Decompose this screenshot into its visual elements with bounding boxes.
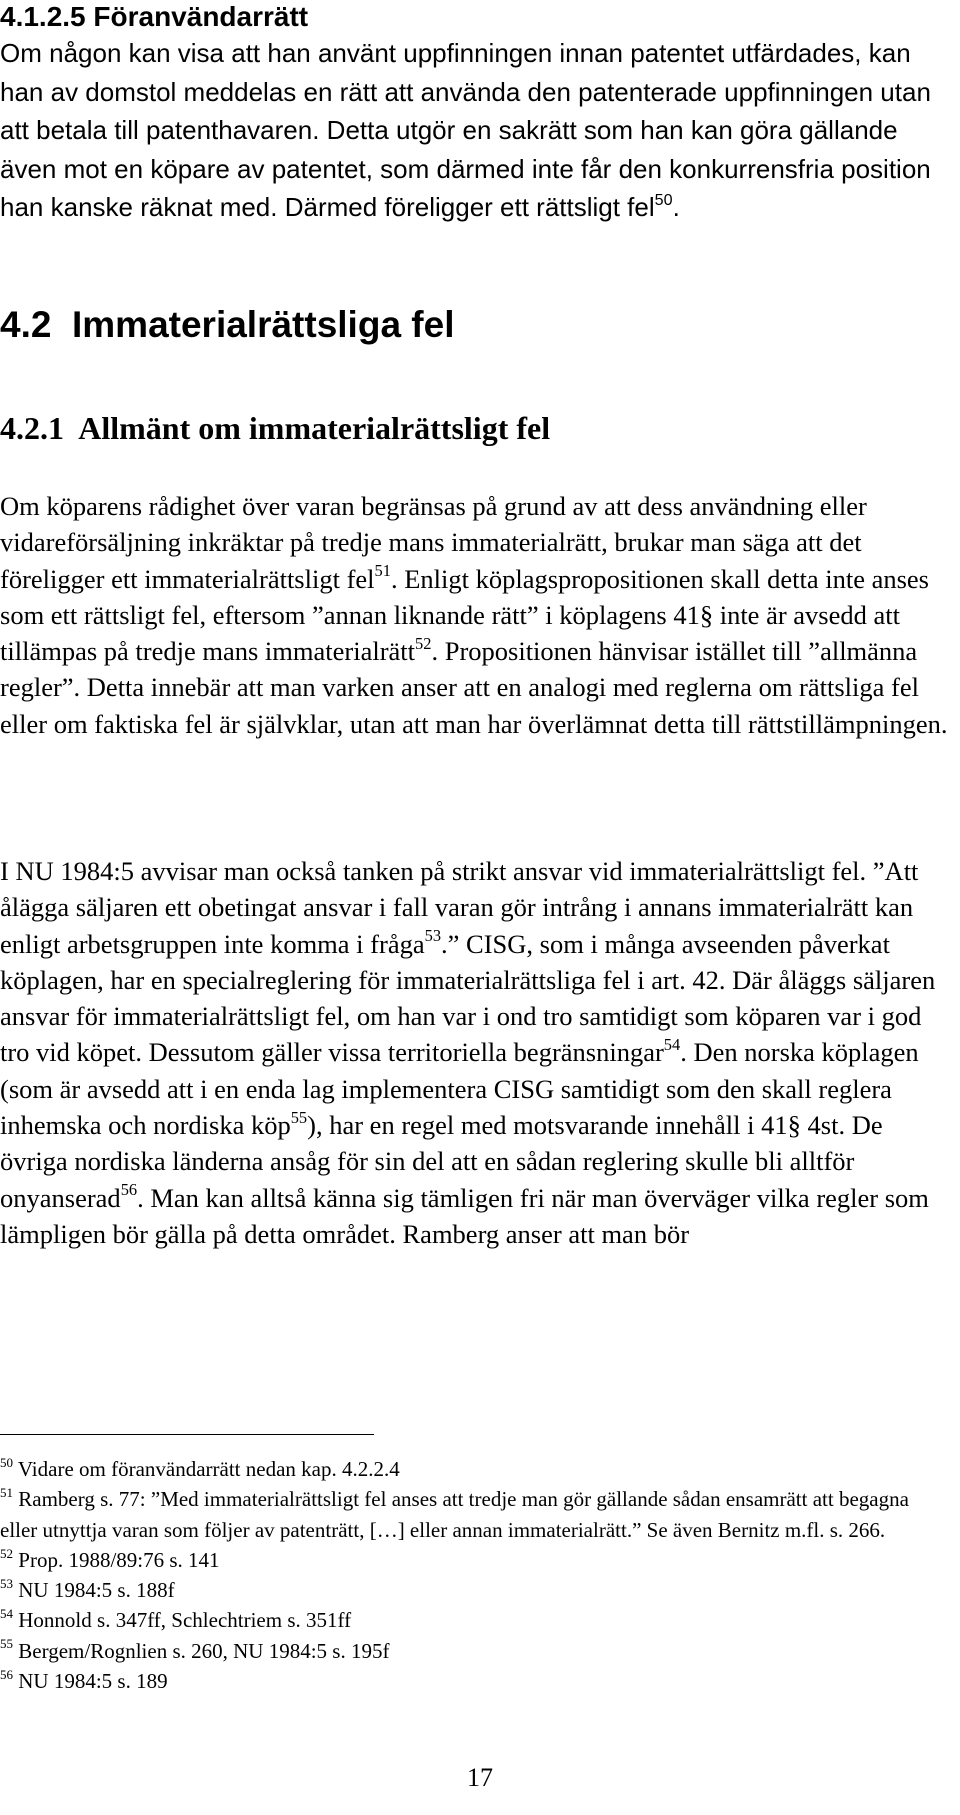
footnote-ref[interactable]: 54 [663,1035,681,1055]
footnote-ref[interactable]: 50 [654,190,673,209]
paragraph-text: . Den norska köplagen (som är avsedd att i en enda lag implementera CISG samtidigt som den skall reglera inhemska och nordiska köp [0,1037,919,1141]
footnote-text: Honnold s. 347ff, Schlechtriem s. 351ff [13,1608,352,1633]
footnote-text: NU 1984:5 s. 189 [13,1669,168,1694]
paragraph-text: . Enligt köplagspropositionen skall detta inte anses som ett rättsligt fel, eftersom ”annan liknande rätt” i köplagens 41§ inte är avsedd att tillämpas på tredje mans immaterialrätt [0,563,929,667]
footnote-number: 53 [0,1575,14,1591]
paragraph-text: Om köparens rådighet över varan begränsas på grund av att dess användning eller vidareförsäljning inkräktar på tredje mans immaterialrätt, brukar man säga att det föreligger ett immaterialrättsligt fel [0,491,867,594]
footnote-text: NU 1984:5 s. 188f [13,1578,175,1603]
footnote-ref[interactable]: 52 [415,633,432,653]
body-paragraph-2 [0,853,955,1252]
footnote-number: 52 [0,1545,14,1561]
footnote [0,1666,950,1696]
footnote-number: 56 [0,1666,14,1682]
footnote-text: Vidare om föranvändarrätt nedan kap. 4.2.2.4 [13,1457,400,1481]
footnote-ref[interactable]: 51 [374,561,391,581]
chapter-heading: 4.2 Immaterialrättsliga fel [0,304,455,345]
footnote [0,1605,950,1635]
footnote-ref[interactable]: 56 [120,1180,138,1200]
footnote-text: Bergem/Rognlien s. 260, NU 1984:5 s. 195f [13,1638,390,1663]
paragraph-text: . [672,192,680,222]
footnote-number: 55 [0,1636,14,1652]
footnote-text: Prop. 1988/89:76 s. 141 [13,1547,220,1572]
footnote-ref[interactable]: 55 [290,1107,308,1127]
footnote-separator [0,1434,374,1435]
page-number: 17 [467,1763,493,1792]
footnote-ref[interactable]: 53 [424,926,442,946]
paragraph-text: I NU 1984:5 avvisar man också tanken på strikt ansvar vid immaterialrättsligt fel. ”Att ålägga säljaren ett obetingat ansvar i fall varan gör intrång i annans immaterialrätt kan enligt arbetsgruppen inte komma i fråga [0,856,919,959]
section-paragraph [0,34,950,227]
footnote-text: Ramberg s. 77: ”Med immaterialrättsligt fel anses att tredje man gör gällande sådan ensamrätt att begagna eller utnyttja varan som följer av patenträtt, […] eller annan immaterialrätt.” Se även Bernitz m.fl. s. 266. [0,1487,909,1542]
subsection-heading: 4.2.1 Allmänt om immaterialrättsligt fel [0,410,551,446]
footnote [0,1575,950,1605]
paragraph-text: ), har en regel med motsvarande innehåll i 41§ 4st. De övriga nordiska länderna ansåg för sin del att en sådan reglering skulle bli alltför onyanserad [0,1110,883,1213]
paragraph-text: Om någon kan visa att han använt uppfinningen innan patentet utfärdades, kan han av domstol meddelas en rätt att använda den patenterade uppfinningen utan att betala till patenthavaren. Detta utgör en sakrätt som han kan göra gällande även mot en köpare av patentet, som därmed inte får den konkurrensfria position han kanske räknat med. Därmed föreligger ett rättsligt fel [0,38,931,222]
paragraph-text: . Propositionen hänvisar istället till ”allmänna regler”. Detta innebär att man varken anser att en analogi med reglerna om rättsliga fel eller om faktiska fel är självklar, utan att man har överlämnat detta till rättstillämpningen. [0,636,948,739]
paragraph-text: . Man kan alltså känna sig tämligen fri när man överväger vilka regler som lämpligen bör gälla på detta området. Ramberg anser att man bör [0,1182,929,1249]
footnote-number: 51 [0,1485,14,1500]
footnote-list [0,1454,950,1696]
body-paragraph-1 [0,488,955,742]
paragraph-text: .” CISG, som i många avseenden påverkat köplagen, har en specialreglering för immaterialrättsliga fel i art. 42. Där åläggs säljaren ansvar för immaterialrättsligt fel, om han var i ond tro samtidigt som köparen var i god tro vid köpet. Dessutom gäller vissa territoriella begränsningar [0,928,936,1068]
footnote-number: 54 [0,1606,14,1622]
footnote [0,1545,950,1575]
footnote [0,1454,950,1484]
footnote-number: 50 [0,1454,14,1470]
section-heading: 4.1.2.5 Föranvändarrätt [0,1,309,32]
footnote [0,1484,950,1545]
footnote [0,1636,950,1666]
